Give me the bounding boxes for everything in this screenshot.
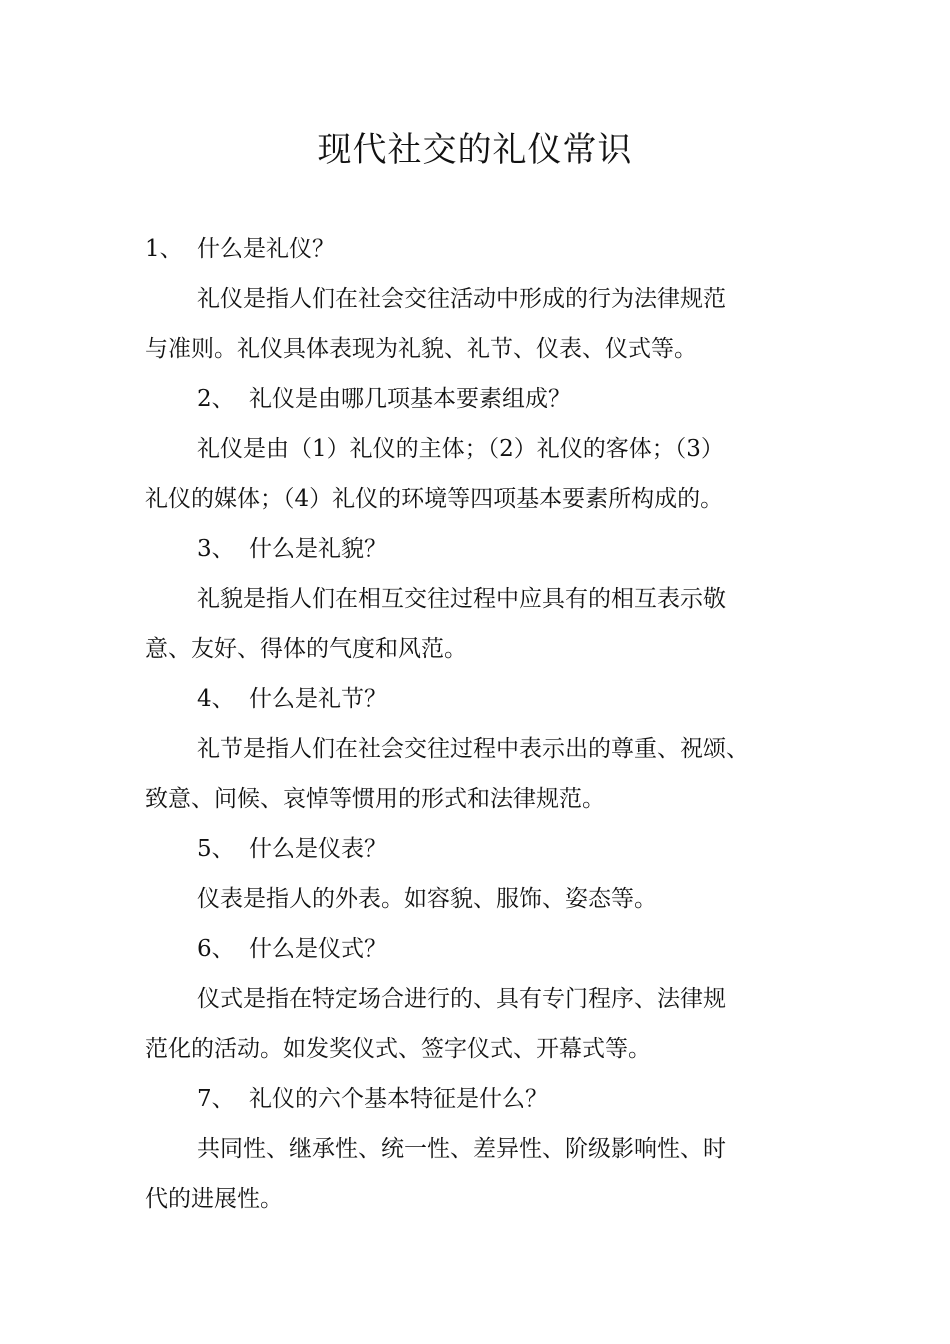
question-number: 5、 — [197, 836, 235, 862]
document-title: 现代社交的礼仪常识 — [317, 130, 633, 170]
question-7 — [145, 1074, 821, 1124]
answer-4-line-1: 礼节是指人们在社会交往过程中表示出的尊重、祝颂、 — [197, 736, 749, 762]
question-4 — [145, 674, 821, 724]
question-number: 7、 — [197, 1086, 235, 1112]
answer-4-line-2: 致意、问候、哀悼等惯用的形式和法律规范。 — [145, 786, 605, 812]
question-number: 4、 — [197, 686, 235, 712]
question-text: 什么是礼貌？ — [249, 536, 387, 562]
question-3 — [145, 524, 821, 574]
question-number: 6、 — [197, 936, 235, 962]
question-text: 什么是仪式？ — [249, 936, 387, 962]
question-number: 3、 — [197, 536, 235, 562]
question-text: 礼仪是由哪几项基本要素组成？ — [249, 386, 571, 412]
question-number: 2、 — [197, 386, 235, 412]
answer-1-line-2: 与准则。礼仪具体表现为礼貌、礼节、仪表、仪式等。 — [145, 336, 697, 362]
question-text: 什么是礼节？ — [249, 686, 387, 712]
answer-3-line-2: 意、友好、得体的气度和风范。 — [145, 636, 467, 662]
question-6 — [145, 924, 821, 974]
answer-7-line-2: 代的进展性。 — [145, 1186, 283, 1212]
answer-1-line-1: 礼仪是指人们在社会交往活动中形成的行为法律规范 — [197, 286, 726, 312]
question-2 — [145, 374, 821, 424]
question-number: 1、 — [145, 236, 183, 262]
question-text: 什么是礼仪？ — [197, 236, 335, 262]
question-5 — [145, 824, 821, 874]
answer-6-line-1: 仪式是指在特定场合进行的、具有专门程序、法律规 — [197, 986, 726, 1012]
answer-2-line-1: 礼仪是由（1）礼仪的主体；（2）礼仪的客体；（3） — [197, 436, 724, 462]
question-text: 礼仪的六个基本特征是什么？ — [249, 1086, 548, 1112]
answer-3-line-1: 礼貌是指人们在相互交往过程中应具有的相互表示敬 — [197, 586, 726, 612]
answer-6-line-2: 范化的活动。如发奖仪式、签字仪式、开幕式等。 — [145, 1036, 651, 1062]
answer-5-line-1: 仪表是指人的外表。如容貌、服饰、姿态等。 — [197, 886, 657, 912]
answer-2-line-2: 礼仪的媒体；（4）礼仪的环境等四项基本要素所构成的。 — [145, 486, 724, 512]
answer-7-line-1: 共同性、继承性、统一性、差异性、阶级影响性、时 — [197, 1136, 726, 1162]
question-1 — [145, 224, 821, 274]
question-text: 什么是仪表？ — [249, 836, 387, 862]
document-body — [145, 224, 821, 1224]
